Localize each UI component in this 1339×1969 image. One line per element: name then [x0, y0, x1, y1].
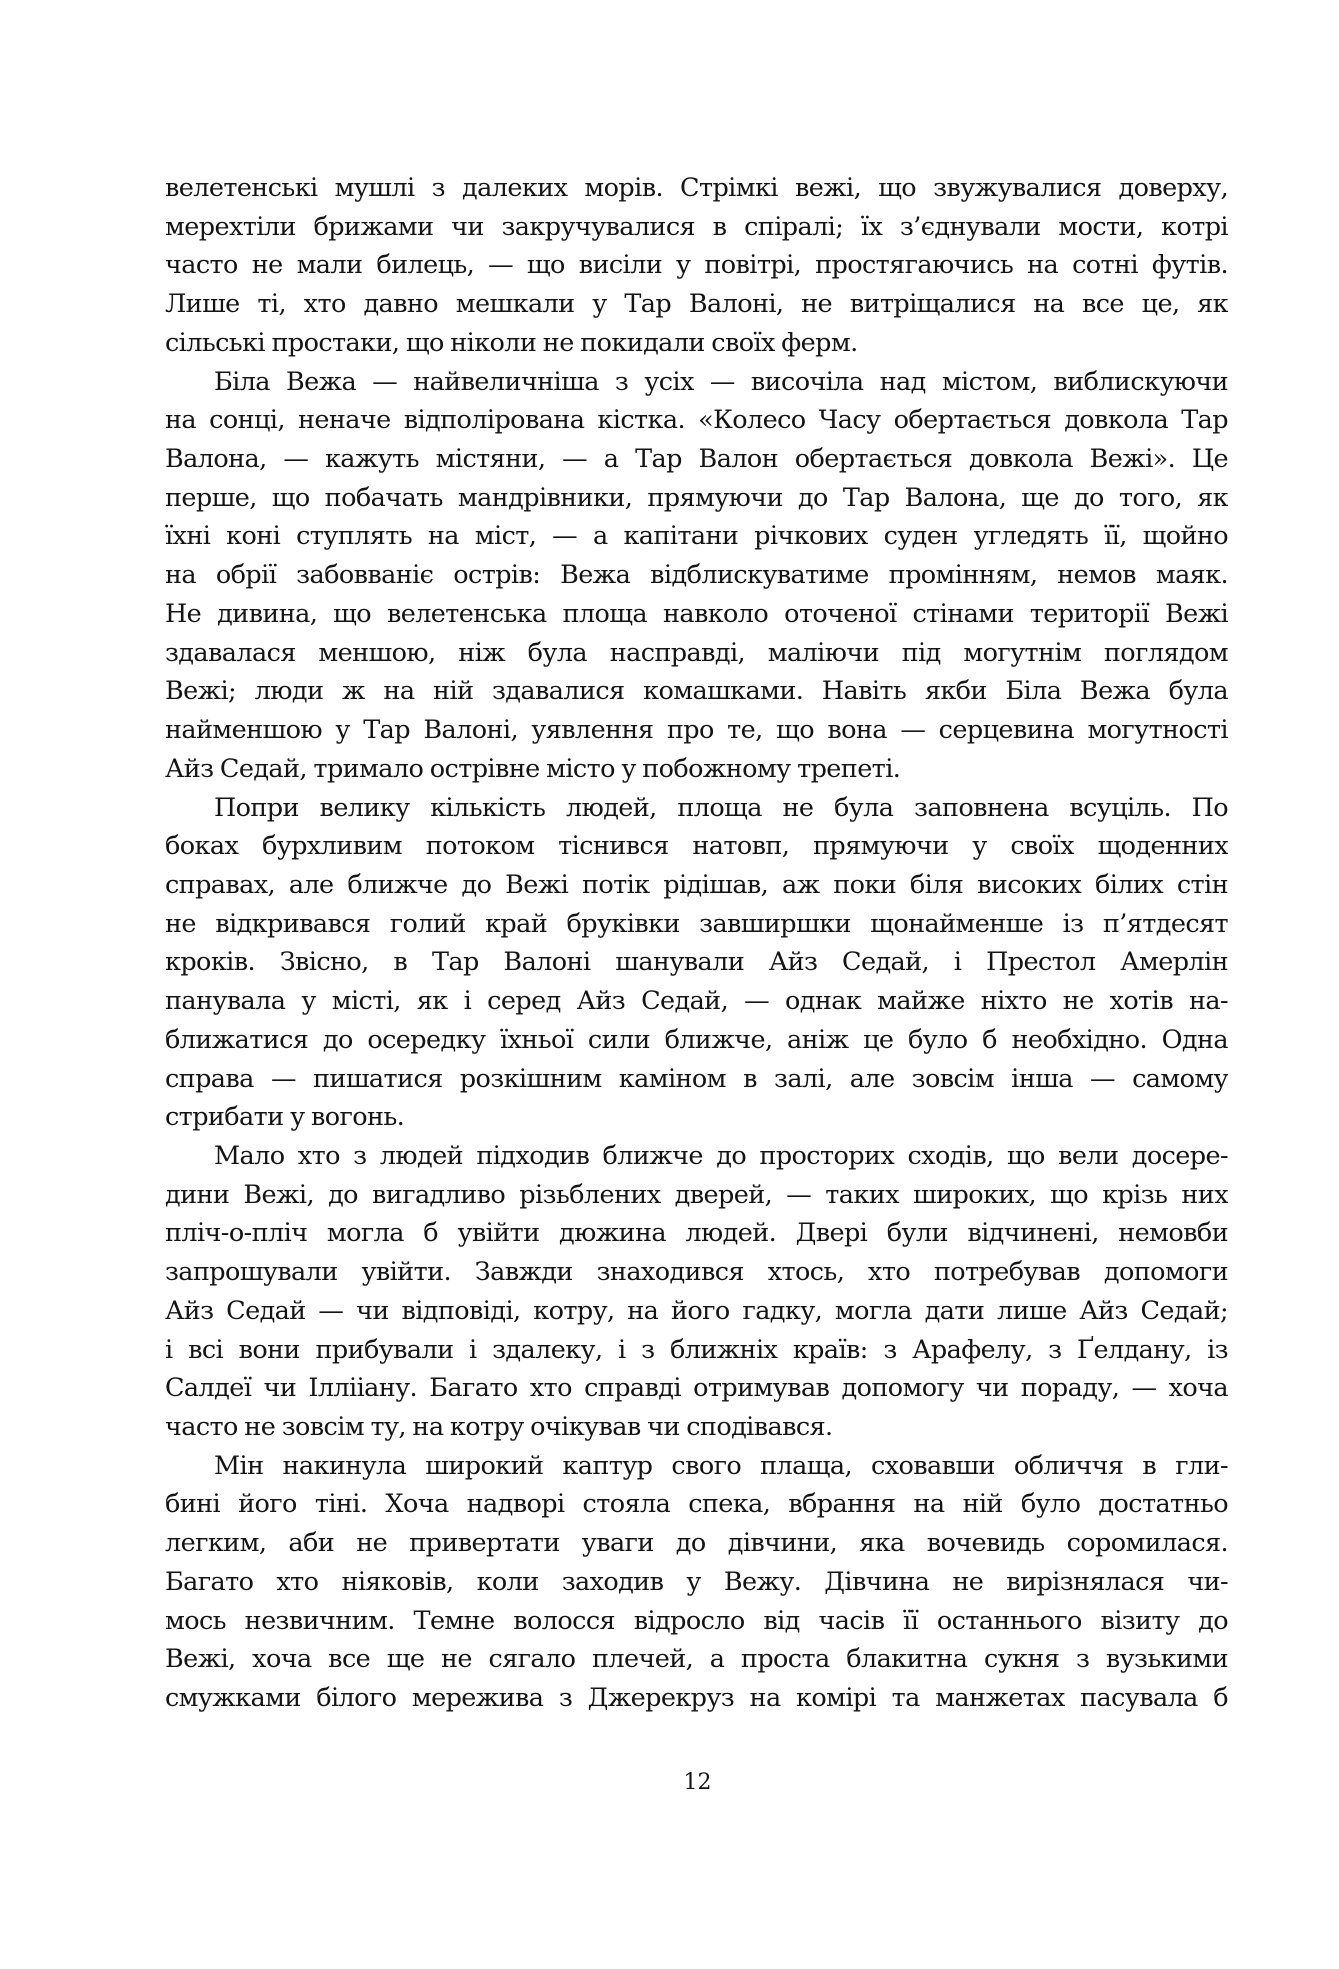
text-line: Салдеї чи Іллііану. Багато хто справді отримував допомогу чи пораду, — хоча [165, 1373, 1228, 1404]
text-line: Попри велику кількість людей, площа не була заповнена всуціль. По [214, 792, 1228, 823]
text-line: часто не зовсім ту, на котру очікував чи сподівався. [165, 1412, 833, 1442]
text-line: легким, аби не привертати уваги до дівчини, яка вочевидь соромилася. [165, 1528, 1228, 1559]
text-line: справа — пишатися розкішним каміном в залі, але зовсім інша — самому [165, 1063, 1228, 1094]
text-line: Мін накинула широкий каптур свого плаща, сховавши обличчя в гли- [214, 1450, 1228, 1481]
text-line: перше, що побачать мандрівники, прямуючи до Тар Валона, ще до того, як [165, 482, 1228, 513]
text-line: сільські простаки, що ніколи не покидали своїх ферм. [165, 327, 858, 358]
text-line: Лише ті, хто давно мешкали у Тар Валоні, не витріщалися на все це, як [165, 289, 1228, 320]
text-line: Валона, — кажуть містяни, — а Тар Валон обертається довкола Вежі». Це [165, 444, 1228, 475]
text-line: справах, але ближче до Вежі потік рідішав, аж поки біля високих білих стін [165, 869, 1228, 900]
text-line: бині його тіні. Хоча надворі стояла спека, вбрання на ній було достатньо [165, 1489, 1228, 1520]
text-line: стрибати у вогонь. [165, 1102, 405, 1133]
text-line: Вежі, хоча все ще не сягало плечей, а проста блакитна сукня з вузькими [165, 1644, 1228, 1675]
text-line: панувала у місті, як і серед Айз Седай, — однак майже ніхто не хотів на- [165, 986, 1228, 1017]
text-line: їхні коні ступлять на міст, — а капітани річкових суден угледять її, щойно [165, 521, 1228, 552]
text-line: мось незвичним. Темне волосся відросло від часів її останнього візиту до [165, 1605, 1228, 1636]
text-line: і всі вони прибували і здалеку, і з ближніх країв: з Арафелу, з Ґелдану, із [165, 1334, 1228, 1365]
text-line: найменшою у Тар Валоні, уявлення про те, що вона — серцевина могутності [165, 715, 1228, 746]
text-line: не відкривався голий край бруківки завширшки щонайменше із п’ятдесят [165, 908, 1228, 939]
text-line: на сонці, неначе відполірована кістка. «Колесо Часу обертається довкола Тар [165, 405, 1228, 436]
text-line: дини Вежі, до вигадливо різьблених дверей, — таких широких, що крізь них [165, 1179, 1228, 1210]
text-line: Мало хто з людей підходив ближче до просторих сходів, що вели досере- [214, 1140, 1228, 1171]
paragraph-2 [165, 363, 1228, 789]
text-line: Біла Вежа — найвеличніша з усіх — височіла над містом, виблискуючи [214, 366, 1228, 397]
text-line: кроків. Звісно, в Тар Валоні шанували Айз Седай, і Престол Амерлін [165, 947, 1228, 978]
page-number: 12 [683, 1770, 712, 1795]
text-line: пліч-о-пліч могла б увійти дюжина людей. Двері були відчинені, немовби [165, 1218, 1228, 1249]
text-line: запрошували увійти. Завжди знаходився хтось, хто потребував допомоги [165, 1257, 1228, 1288]
paragraph-3 [165, 789, 1228, 1137]
text-line: на обрії забовваніє острів: Вежа відблискуватиме промінням, немов маяк. [165, 560, 1228, 591]
paragraph-4 [165, 1137, 1228, 1447]
paragraph-1 [165, 169, 1228, 363]
text-line: мерехтіли брижами чи закручувалися в спіралі; їх з’єднували мости, котрі [165, 211, 1228, 242]
text-line: здавалася меншою, ніж була насправді, маліючи під могутнім поглядом [165, 637, 1228, 668]
text-line: Вежі; люди ж на ній здавалися комашками. Навіть якби Біла Вежа була [165, 676, 1228, 707]
text-line: Айз Седай — чи відповіді, котру, на його гадку, могла дати лише Айз Седай; [165, 1295, 1228, 1326]
text-line: часто не мали билець, — що висіли у повітрі, простягаючись на сотні футів. [165, 250, 1228, 281]
text-line: Айз Седай, тримало острівне місто у побожному трепеті. [165, 753, 901, 784]
text-line: смужками білого мереживa з Джерекруз на комірі та манжетах пасувала б [165, 1683, 1228, 1714]
text-line: боках бурхливим потоком тіснився натовп, прямуючи у своїх щоденних [165, 831, 1228, 862]
paragraph-5 [165, 1447, 1228, 1718]
text-line: Багато хто ніяковів, коли заходив у Вежу. Дівчина не вирізнялася чи- [165, 1566, 1228, 1597]
text-line: Не дивина, що велетенська площа навколо оточеної стінами території Вежі [165, 598, 1228, 629]
text-line: велетенські мушлі з далеких морів. Стрімкі вежі, що звужувалися доверху, [165, 173, 1228, 203]
body-text [165, 169, 1228, 1718]
text-line: ближатися до осередку їхньої сили ближче, аніж це було б необхідно. Одна [165, 1024, 1228, 1055]
